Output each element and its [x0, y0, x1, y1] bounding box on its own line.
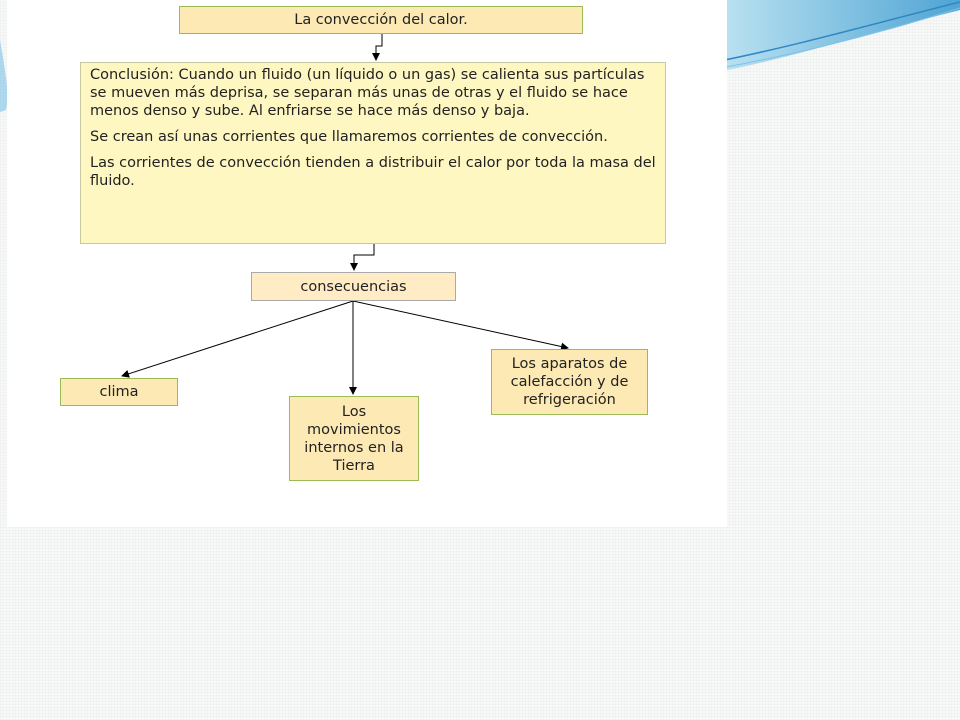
consequences-node	[251, 272, 456, 301]
conclusion-paragraph-1: Conclusión: Cuando un fluido (un líquido o un gas) se calienta sus partículas se mueven más deprisa, se separan más unas de otras y el fluido se hace menos denso y sube. Al enfriarse se hace más denso y baja.	[90, 67, 645, 119]
devices-node	[491, 349, 648, 415]
earth-movements-text: Los movimientos internos en la Tierra	[304, 403, 404, 474]
title-text: La convección del calor.	[294, 12, 468, 28]
swoosh-line	[720, 8, 960, 68]
swoosh-line	[715, 2, 960, 62]
consequences-text: consecuencias	[300, 278, 407, 295]
title-node	[179, 6, 583, 34]
climate-node	[60, 378, 178, 406]
earth-movements-node	[289, 396, 419, 481]
swoosh-shape	[700, 0, 960, 72]
devices-text: Los aparatos de calefacción y de refrigeración	[510, 356, 629, 408]
conclusion-node	[80, 62, 666, 244]
climate-text: clima	[99, 384, 139, 400]
conclusion-paragraph-2: Se crean así unas corrientes que llamaremos corrientes de convección.	[90, 129, 608, 145]
conclusion-paragraph-3: Las corrientes de convección tienden a distribuir el calor por toda la masa del fluido.	[90, 155, 656, 189]
